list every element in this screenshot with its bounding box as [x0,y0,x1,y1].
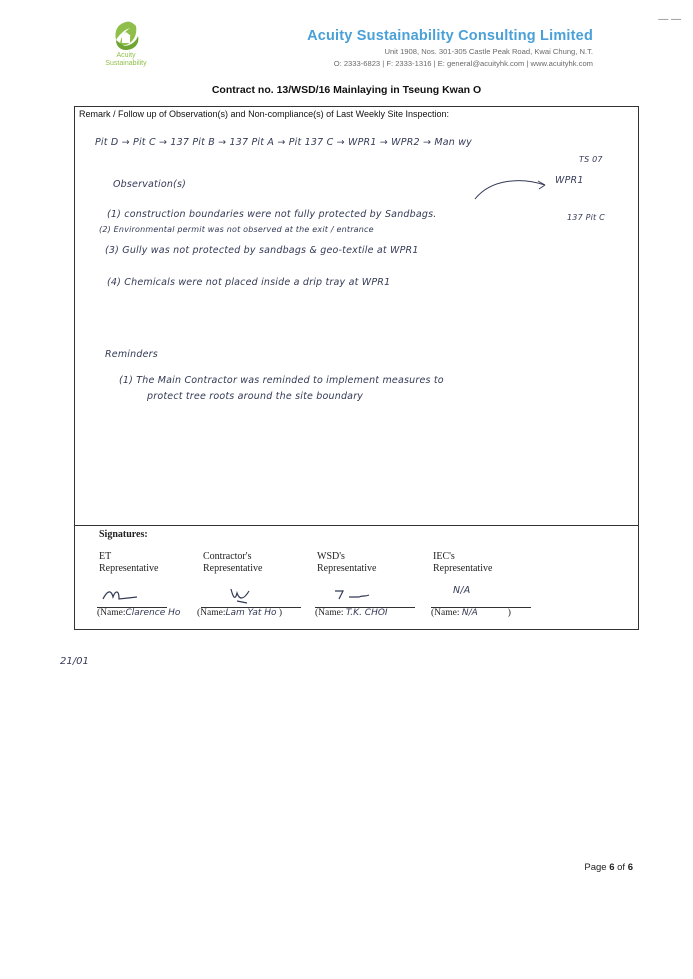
sig-col-wsd [317,551,376,575]
observation-item: (1) construction boundaries were not fully protected by Sandbags. [107,209,437,220]
logo-text-1: Acuity [116,52,136,59]
company-address: Unit 1908, Nos. 301-305 Castle Peak Road, Kwai Chung, N.T. [384,47,593,56]
sig-role: Representative [203,563,263,574]
name-close: ) [278,608,283,618]
sig-role: Contractor's [203,551,252,562]
remark-label: Remark / Follow up of Observation(s) and Non-compliance(s) of Last Weekly Site Inspection: [79,109,449,119]
contractor-name: Lam Yat Ho [225,608,277,618]
sig-role: Representative [99,563,159,574]
iec-name: N/A [461,608,478,618]
sig-role: IEC's [433,551,455,562]
observation-item: (2) Environmental permit was not observed at the exit / entrance [99,225,374,234]
observation-item: (3) Gully was not protected by sandbags & geo-textile at WPR1 [105,245,419,256]
reminders-heading: Reminders [105,349,158,360]
page-number [584,862,633,873]
iec-name-line [431,608,511,618]
company-logo [96,18,156,76]
reminder-item: (1) The Main Contractor was reminded to implement measures to [119,375,444,386]
contractor-name-line [197,608,282,618]
sig-role: ET [99,551,112,562]
contract-title: Contract no. 13/WSD/16 Mainlaying in Tseung Kwan O [211,84,482,96]
sig-role: WSD's [317,551,345,562]
page-of: of [617,862,626,873]
signature-divider [75,525,638,526]
side-note: 137 Pit C [567,213,605,222]
route-line: Pit D → Pit C → 137 Pit B → 137 Pit A → Pit 137 C → WPR1 → WPR2 → Man wy [95,137,473,148]
iec-signature: N/A [453,585,471,596]
remark-box [74,106,639,630]
company-block [307,28,593,68]
page-prefix: Page [584,862,607,873]
name-close: ) [507,608,511,618]
curved-arrow-icon [471,173,551,203]
observations-heading: Observation(s) [113,179,187,190]
page-current: 6 [609,862,615,873]
sig-col-contractor [203,551,262,575]
logo-text-2: Sustainability [105,60,147,67]
wsd-name-line [315,608,388,618]
contractor-signature [227,585,257,605]
route-note: TS 07 [579,155,603,164]
et-name-line [97,608,180,618]
name-label: (Name: [97,608,126,618]
name-label: (Name: [315,608,344,618]
wsd-signature [333,585,373,605]
name-label: (Name: [431,608,460,618]
et-signature [101,585,141,605]
signatures-heading: Signatures: [99,529,148,540]
sig-role: Representative [317,563,377,574]
sig-role: Representative [433,563,493,574]
reminder-item: protect tree roots around the site boundary [147,391,364,402]
sig-col-iec [433,551,492,575]
page-total: 6 [627,862,633,873]
date-note: 21/01 [60,656,89,667]
corner-marks: — — [658,14,681,25]
wpr-tag: WPR1 [555,175,584,186]
wsd-name: T.K. CHOI [345,608,388,618]
observation-item: (4) Chemicals were not placed inside a drip tray at WPR1 [107,277,391,288]
name-label: (Name: [197,608,226,618]
company-contact: O: 2333-6823 | F: 2333-1316 | E: general@acuityhk.com | www.acuityhk.com [333,59,593,68]
company-name: Acuity Sustainability Consulting Limited [307,28,593,44]
sig-col-et [99,551,158,575]
et-name: Clarence Ho [125,608,181,618]
leaf-house-icon [108,18,144,52]
